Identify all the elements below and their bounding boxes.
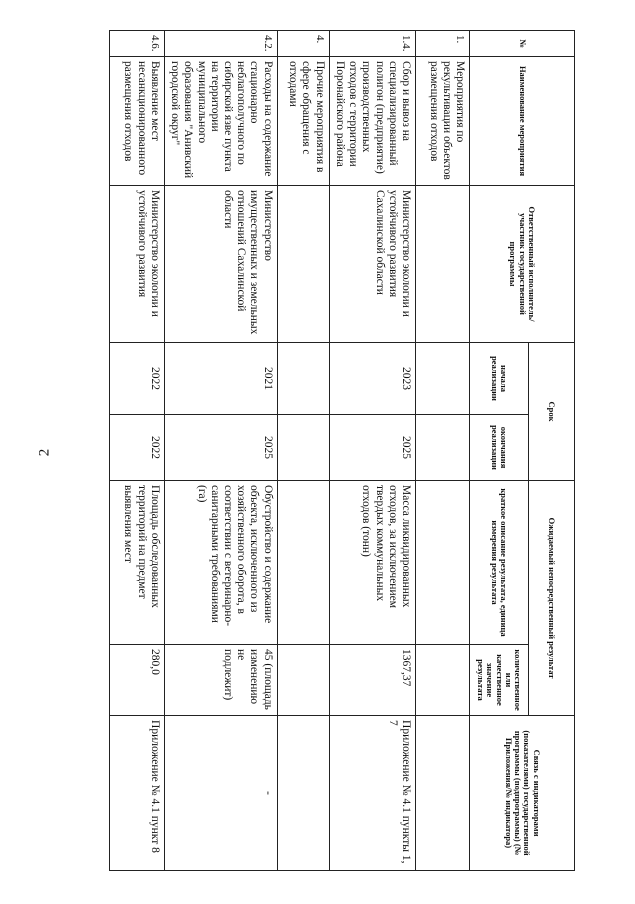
- header-result-value: количественное или качественное значение результата: [470, 645, 529, 716]
- header-responsible: Ответственный исполнитель/участник государственной программы: [470, 186, 575, 343]
- cell-responsible: [416, 186, 470, 343]
- cell-result-desc: [416, 481, 470, 645]
- cell-num: 1.: [416, 31, 470, 57]
- cell-end: 2025: [164, 415, 277, 481]
- measures-table: [109, 30, 575, 871]
- cell-result-value: 45 (площадь изменению не подлежит): [164, 645, 277, 716]
- table-row: [164, 31, 277, 871]
- cell-result-desc: Обустройство и содержание объекта, исключенного из хозяйственного оборота, в соответствии с ветеринарно-санитарными требованиями (га): [164, 481, 277, 645]
- table-row: [329, 31, 415, 871]
- cell-name: Расходы на содержание стационарно неблагополучного по сибирской язве пункта на территории муниципального образования "Анивский городской округ": [164, 57, 277, 186]
- cell-responsible: Министерство экологии и устойчивого развития Сахалинской области: [329, 186, 415, 343]
- cell-name: Мероприятия по рекультивации объектов размещения отходов: [416, 57, 470, 186]
- rotated-table-container: [122, 30, 575, 870]
- cell-result-desc: Масса ликвидированных отходов, за исключением твердых коммунальных отходов (тонн): [329, 481, 415, 645]
- cell-start: 2021: [164, 343, 277, 415]
- cell-result-value: [416, 645, 470, 716]
- cell-num: 4.: [277, 31, 329, 57]
- header-link: Связь с индикаторами (показателями) государственной программы (подпрограммы) (№ Приложения/№ индикатора): [470, 716, 575, 871]
- header-result-desc: краткое описание результата, единица измерения результата: [470, 481, 529, 645]
- cell-link: [416, 716, 470, 871]
- cell-start: 2023: [329, 343, 415, 415]
- cell-result-value: 1367,37: [329, 645, 415, 716]
- cell-responsible: [277, 186, 329, 343]
- cell-num: 4.2.: [164, 31, 277, 57]
- cell-name: Выявление мест несанкционированного размещения отходов: [109, 57, 164, 186]
- cell-result-desc: Площадь обследованных территорий на предмет выявления мест: [109, 481, 164, 645]
- header-name: Наименование мероприятия: [470, 57, 575, 186]
- cell-link: -: [164, 716, 277, 871]
- table-row: [109, 31, 164, 871]
- header-term-start: начала реализации: [470, 343, 529, 415]
- cell-end: [416, 415, 470, 481]
- cell-link: [277, 716, 329, 871]
- cell-start: 2022: [109, 343, 164, 415]
- cell-responsible: Министерство экологии и устойчивого развития: [109, 186, 164, 343]
- cell-end: 2025: [329, 415, 415, 481]
- cell-link: Приложение № 4.1 пункты 1, 7: [329, 716, 415, 871]
- cell-end: 2022: [109, 415, 164, 481]
- cell-end: [277, 415, 329, 481]
- cell-result-value: 280,0: [109, 645, 164, 716]
- cell-result-value: [277, 645, 329, 716]
- cell-name: Прочие мероприятия в сфере обращения с отходами: [277, 57, 329, 186]
- header-term: Срок: [529, 343, 575, 481]
- cell-num: 1.4.: [329, 31, 415, 57]
- cell-name: Сбор и вывоз на специализированный полигон (предприятие) производственных отходов с территории Поронайского района: [329, 57, 415, 186]
- cell-start: [416, 343, 470, 415]
- cell-responsible: Министерство имущественных и земельных отношений Сахалинской области: [164, 186, 277, 343]
- header-term-end: окончания реализации: [470, 415, 529, 481]
- header-result: Ожидаемый непосредственный результат: [529, 481, 575, 716]
- table-row: [277, 31, 329, 871]
- table-row: [416, 31, 470, 871]
- cell-result-desc: [277, 481, 329, 645]
- page-number: 2: [36, 448, 53, 456]
- cell-num: 4.6.: [109, 31, 164, 57]
- cell-start: [277, 343, 329, 415]
- cell-link: Приложение № 4.1 пункт 8: [109, 716, 164, 871]
- header-num: №: [470, 31, 575, 57]
